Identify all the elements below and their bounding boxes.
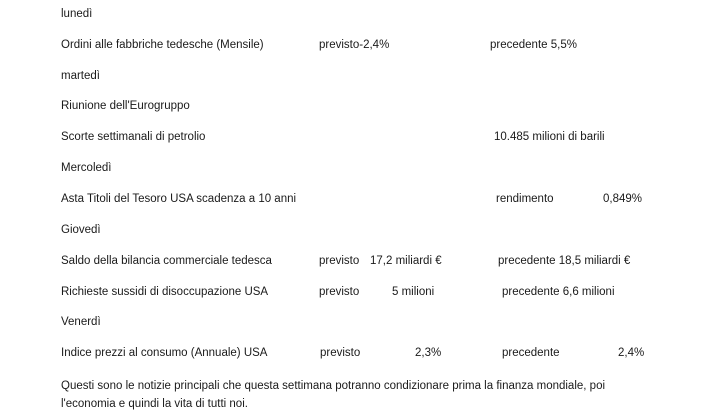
yield-label: rendimento <box>496 193 554 205</box>
previous-value: precedente 6,6 milioni <box>502 286 615 298</box>
day-heading-friday: Venerdì <box>61 316 101 328</box>
forecast-value: 2,3% <box>415 347 442 359</box>
forecast-value: 17,2 miliardi € <box>370 255 442 267</box>
day-heading-monday: lunedì <box>61 8 93 20</box>
forecast-value: previsto-2,4% <box>319 39 390 51</box>
forecast-value: 5 milioni <box>392 286 435 298</box>
event-label-us-jobless-claims: Richieste sussidi di disoccupazione USA <box>61 286 269 298</box>
oil-inventories-value: 10.485 milioni di barili <box>494 131 605 143</box>
previous-value: precedente 5,5% <box>490 39 577 51</box>
yield-value: 0,849% <box>603 193 643 205</box>
event-label-german-factory-orders: Ordini alle fabbriche tedesche (Mensile) <box>61 39 264 51</box>
previous-value: precedente 18,5 miliardi € <box>498 255 631 267</box>
forecast-label: previsto <box>320 347 361 359</box>
event-label-us-cpi: Indice prezzi al consumo (Annuale) USA <box>61 347 268 359</box>
day-heading-thursday: Giovedì <box>61 224 101 236</box>
closing-line: Questi sono le notizie principali che questa settimana potranno condizionare prima la finanza mondiale, poi <box>61 380 606 392</box>
day-heading-tuesday: martedì <box>61 70 100 82</box>
previous-value: 2,4% <box>618 347 645 359</box>
closing-line: l'economia e quindi la vita di tutti noi. <box>61 398 248 410</box>
event-label-german-trade-balance: Saldo della bilancia commerciale tedesca <box>61 255 272 267</box>
event-label-oil-inventories: Scorte settimanali di petrolio <box>61 131 206 143</box>
event-label-eurogroup-meeting: Riunione dell'Eurogruppo <box>61 100 190 112</box>
forecast-label: previsto <box>319 255 360 267</box>
closing-paragraph <box>61 377 661 413</box>
day-heading-wednesday: Mercoledì <box>61 162 112 174</box>
forecast-label: previsto <box>319 286 360 298</box>
previous-label: precedente <box>502 347 560 359</box>
event-label-us-treasury-auction: Asta Titoli del Tesoro USA scadenza a 10 anni <box>61 193 297 205</box>
